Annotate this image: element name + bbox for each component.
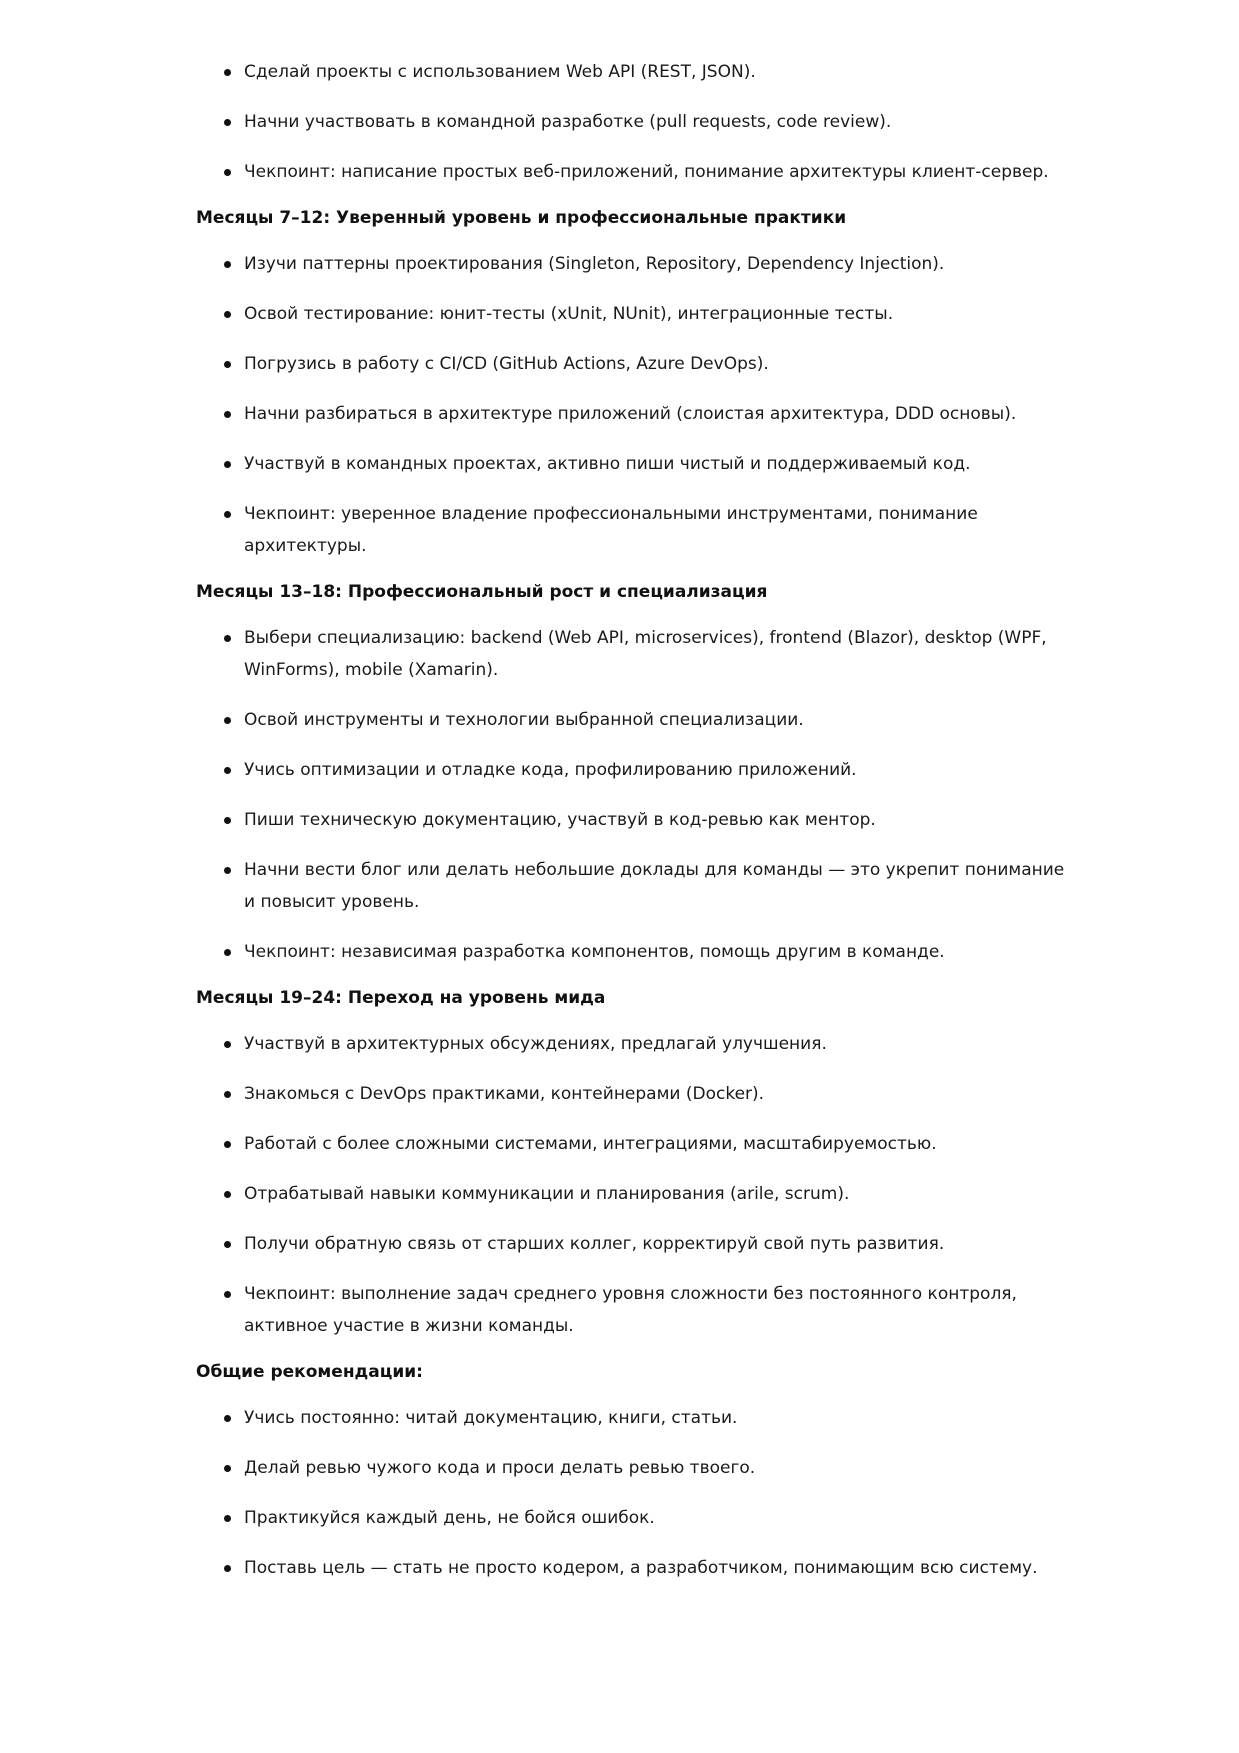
list-item-text: Освой тестирование: юнит-тесты (xUnit, NUnit), интеграционные тесты. [244,304,894,324]
bullet-icon [224,511,231,518]
list-item-text: Практикуйся каждый день, не бойся ошибок. [244,1508,655,1528]
list-item [196,56,1066,88]
list-item-text: Делай ревью чужого кода и проси делать ревью твоего. [244,1458,756,1478]
bullet-icon [224,817,231,824]
list-item [196,1228,1066,1260]
list-item-text: Чекпоинт: выполнение задач среднего уровня сложности без постоянного контроля, активное участие в жизни команды. [244,1284,1017,1336]
list-item-text: Чекпоинт: независимая разработка компонентов, помощь другим в команде. [244,942,945,962]
section-heading: Месяцы 13–18: Профессиональный рост и специализация [196,582,768,602]
bullet-icon [224,1141,231,1148]
list-item-text: Учись постоянно: читай документацию, книги, статьи. [244,1408,738,1428]
list-item [196,348,1066,380]
list-item-text: Начни разбираться в архитектуре приложений (слоистая архитектура, DDD основы). [244,404,1017,424]
list-item [196,1552,1066,1584]
document-page [196,56,1066,1602]
bullet-icon [224,69,231,76]
list-item-text: Чекпоинт: уверенное владение профессиональными инструментами, понимание архитектуры. [244,504,978,556]
list-item-text: Работай с более сложными системами, интеграциями, масштабируемостью. [244,1134,937,1154]
bullet-icon [224,1565,231,1572]
list-item [196,622,1066,686]
bullet-icon [224,311,231,318]
bullet-list [196,56,1066,188]
bullet-icon [224,461,231,468]
list-item [196,448,1066,480]
list-item-text: Участвуй в командных проектах, активно пиши чистый и поддерживаемый код. [244,454,971,474]
bullet-icon [224,949,231,956]
list-item-text: Пиши техническую документацию, участвуй в код-ревью как ментор. [244,810,876,830]
list-item-text: Погрузись в работу с CI/CD (GitHub Actions, Azure DevOps). [244,354,769,374]
list-item [196,106,1066,138]
list-item [196,398,1066,430]
bullet-icon [224,119,231,126]
list-item [196,704,1066,736]
bullet-icon [224,1291,231,1298]
list-item [196,1078,1066,1110]
bullet-icon [224,767,231,774]
bullet-icon [224,411,231,418]
list-item [196,1178,1066,1210]
list-item [196,156,1066,188]
section-heading: Общие рекомендации: [196,1362,423,1382]
bullet-list [196,1028,1066,1342]
bullet-icon [224,1415,231,1422]
list-item-text: Начни вести блог или делать небольшие доклады для команды — это укрепит понимание и повысит уровень. [244,860,1065,912]
list-item [196,298,1066,330]
bullet-icon [224,1515,231,1522]
list-item-text: Сделай проекты с использованием Web API (REST, JSON). [244,62,756,82]
list-item-text: Изучи паттерны проектирования (Singleton, Repository, Dependency Injection). [244,254,945,274]
section-heading: Месяцы 19–24: Переход на уровень мида [196,988,606,1008]
list-item [196,248,1066,280]
bullet-icon [224,261,231,268]
bullet-icon [224,169,231,176]
bullet-icon [224,1041,231,1048]
bullet-list [196,1402,1066,1584]
list-item [196,1452,1066,1484]
list-item-text: Учись оптимизации и отладке кода, профилированию приложений. [244,760,857,780]
list-item-text: Участвуй в архитектурных обсуждениях, предлагай улучшения. [244,1034,827,1054]
list-item-text: Поставь цель — стать не просто кодером, а разработчиком, понимающим всю систему. [244,1558,1038,1578]
list-item-text: Выбери специализацию: backend (Web API, microservices), frontend (Blazor), desktop (WPF, WinForms), mobile (Xamarin). [244,628,1047,680]
list-item [196,1502,1066,1534]
bullet-icon [224,635,231,642]
list-item-text: Отрабатывай навыки коммуникации и планирования (arile, scrum). [244,1184,850,1204]
section-heading: Месяцы 7–12: Уверенный уровень и профессиональные практики [196,208,847,228]
list-item [196,1028,1066,1060]
bullet-icon [224,867,231,874]
bullet-icon [224,717,231,724]
list-item [196,1402,1066,1434]
bullet-list [196,622,1066,968]
list-item-text: Освой инструменты и технологии выбранной специализации. [244,710,804,730]
bullet-icon [224,361,231,368]
bullet-icon [224,1191,231,1198]
bullet-icon [224,1465,231,1472]
bullet-list [196,248,1066,562]
list-item-text: Чекпоинт: написание простых веб-приложений, понимание архитектуры клиент-сервер. [244,162,1049,182]
bullet-icon [224,1091,231,1098]
list-item [196,754,1066,786]
list-item-text: Начни участвовать в командной разработке (pull requests, code review). [244,112,892,132]
list-item-text: Знакомься с DevOps практиками, контейнерами (Docker). [244,1084,765,1104]
list-item [196,804,1066,836]
list-item [196,498,1066,562]
list-item-text: Получи обратную связь от старших коллег, корректируй свой путь развития. [244,1234,945,1254]
list-item [196,854,1066,918]
list-item [196,1128,1066,1160]
bullet-icon [224,1241,231,1248]
list-item [196,936,1066,968]
list-item [196,1278,1066,1342]
